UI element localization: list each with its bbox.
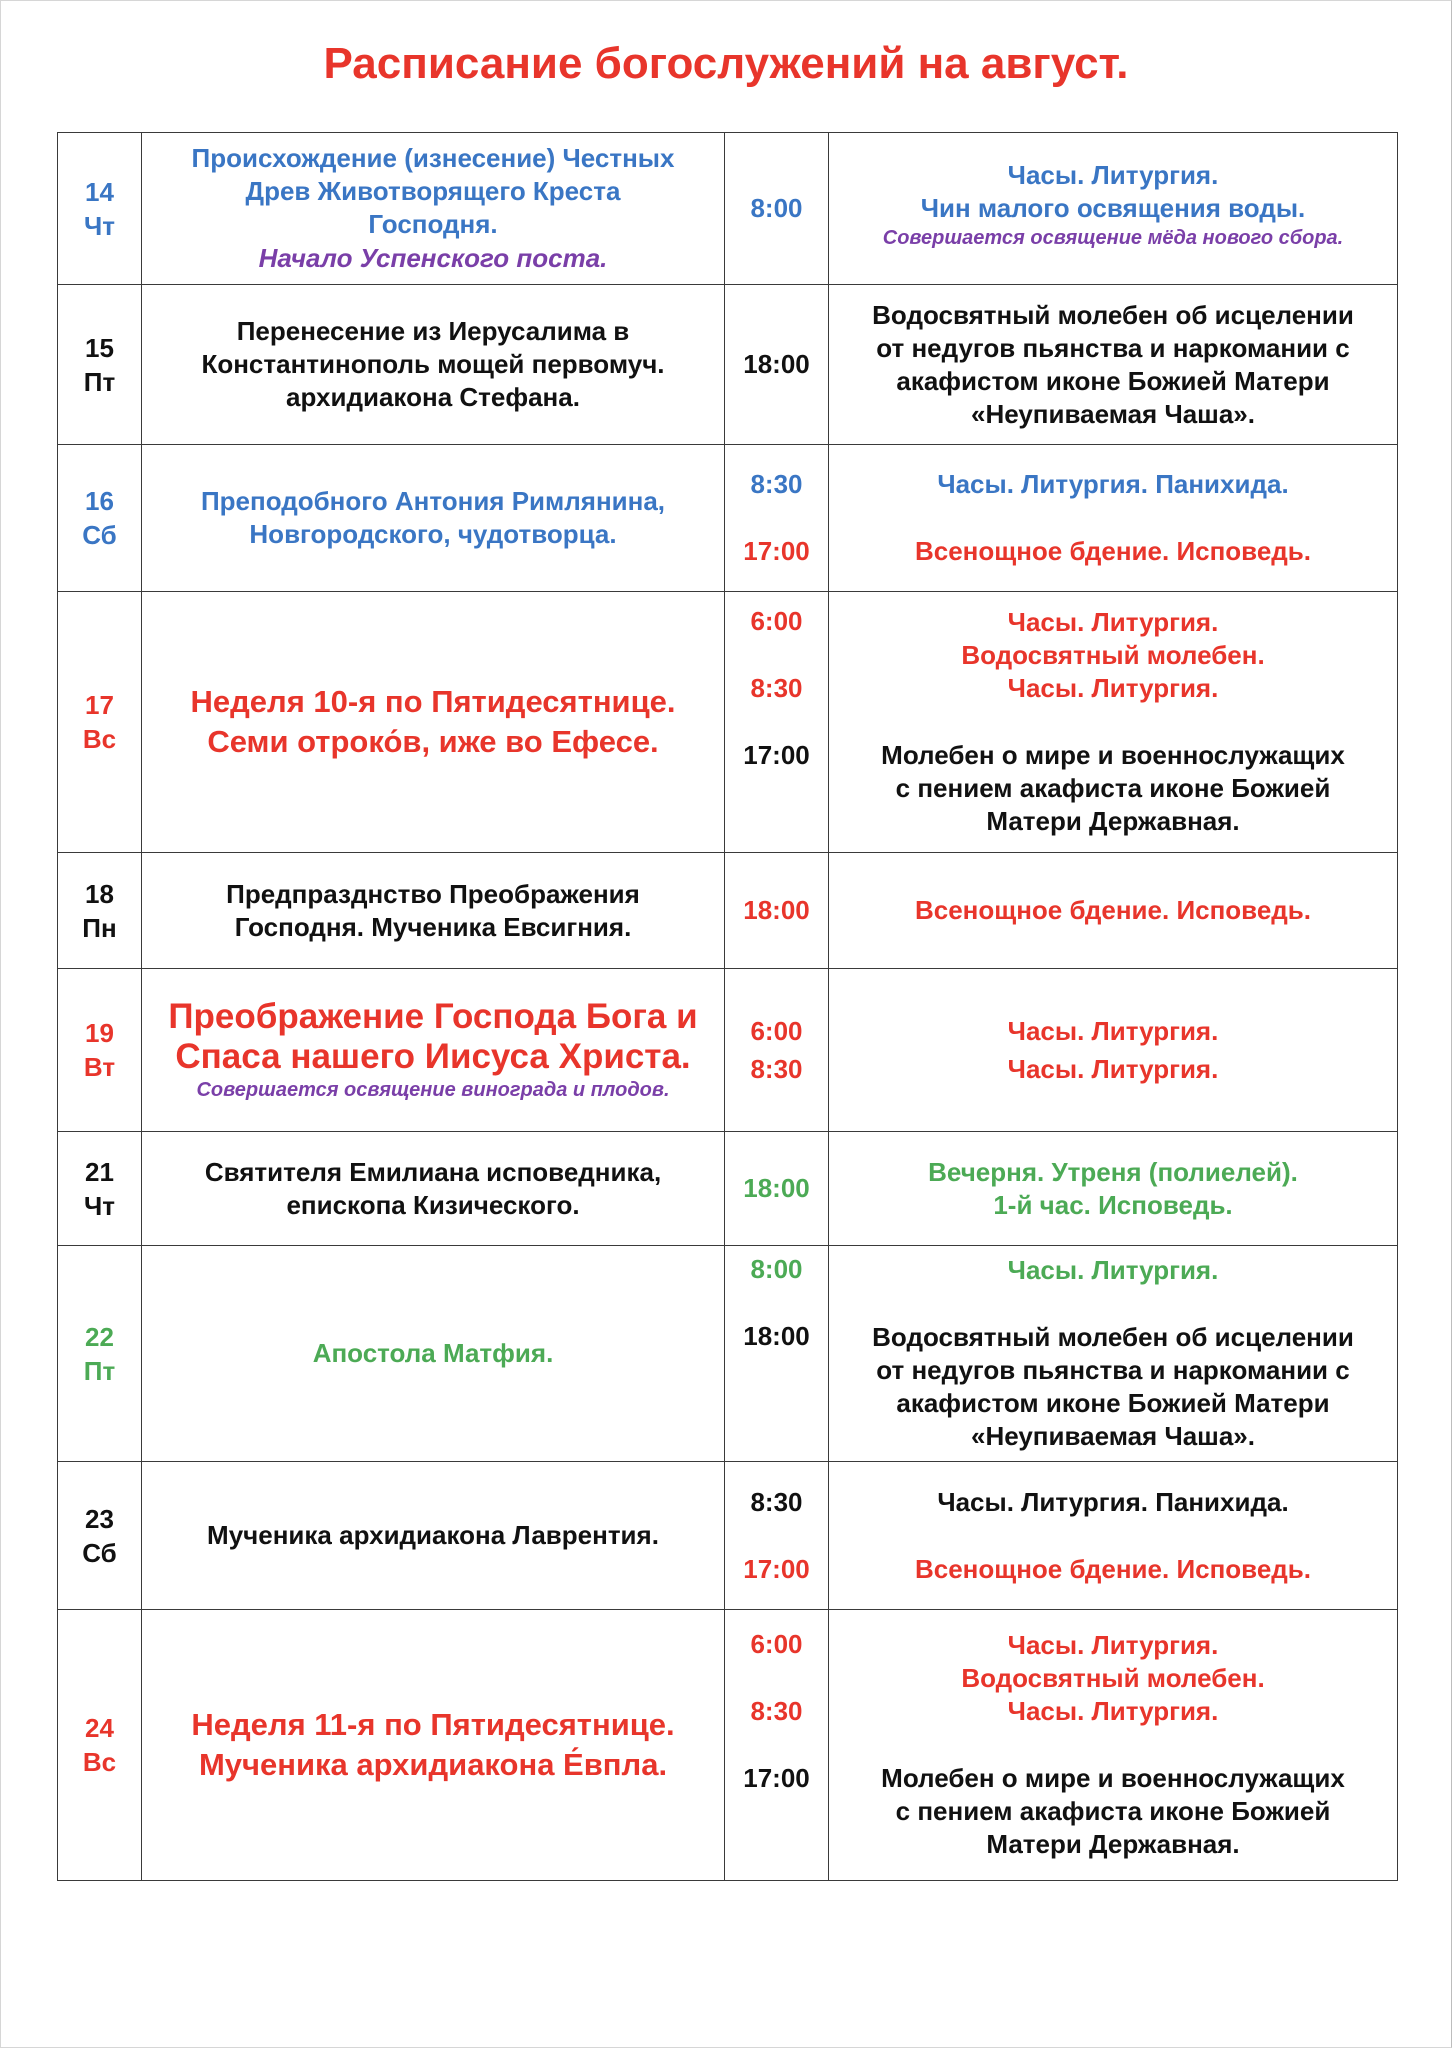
schedule-table (57, 132, 1398, 1881)
feast-cell (142, 853, 725, 969)
feast-cell (142, 1246, 725, 1462)
date-cell (58, 853, 142, 969)
feast-line: епископа Кизического. (286, 1189, 580, 1220)
feast-line: Господня. (368, 209, 498, 239)
date-cell (58, 969, 142, 1132)
time-cell (725, 592, 829, 853)
date-cell (58, 1462, 142, 1610)
day-number: 22 (85, 1321, 114, 1352)
feast-cell (142, 1462, 725, 1610)
day-number: 24 (85, 1713, 114, 1743)
feast-cell (142, 1610, 725, 1881)
service-note: Совершается освящение мёда нового сбора. (882, 227, 1344, 249)
time-cell (725, 1246, 829, 1462)
service-cell (829, 1462, 1398, 1610)
service-time: 8:00 (750, 1253, 803, 1284)
service-line: Часы. Литургия. (1007, 1054, 1219, 1084)
service-line: Вечерня. Утреня (полиелей). (928, 1156, 1298, 1187)
weekday: Пн (82, 912, 117, 943)
service-time: 18:00 (743, 1320, 810, 1351)
feast-cell (142, 133, 725, 285)
feast-cell (142, 1132, 725, 1246)
time-cell (725, 1610, 829, 1881)
weekday: Сб (82, 520, 117, 550)
service-time: 8:30 (750, 672, 803, 703)
time-cell (725, 133, 829, 285)
service-cell (829, 445, 1398, 592)
service-cell (829, 969, 1398, 1132)
feast-line: Апостола Матфия. (312, 1338, 554, 1368)
day-number: 21 (85, 1156, 114, 1187)
service-time: 6:00 (750, 605, 803, 636)
feast-line: Семи отроко́в, иже во Ефесе. (207, 724, 659, 759)
feast-line: Святителя Емилиана исповедника, (204, 1156, 662, 1187)
service-line: Матери Державная. (986, 1829, 1240, 1859)
service-line: «Неупиваемая Чаша». (970, 1421, 1255, 1451)
service-line: с пением акафиста иконе Божией (895, 1796, 1331, 1826)
time-cell (725, 1462, 829, 1610)
feast-note: Совершается освящение винограда и плодов. (196, 1079, 670, 1101)
feast-line: архидиакона Стефана. (286, 382, 580, 412)
feast-line: Преподобного Антония Римлянина, (200, 486, 666, 516)
feast-line: Происхождение (изнесение) Честных (191, 143, 675, 173)
service-line: Часы. Литургия. (1007, 1630, 1219, 1660)
service-line: Чин малого освящения воды. (920, 193, 1306, 223)
table-row (58, 592, 1398, 853)
service-line: акафистом иконе Божией Матери (896, 1388, 1330, 1418)
service-line: Часы. Литургия. (1007, 1255, 1219, 1285)
service-line: Матери Державная. (986, 806, 1240, 836)
table-row (58, 445, 1398, 592)
service-line: Часы. Литургия. (1007, 160, 1219, 190)
day-number: 18 (85, 878, 114, 909)
day-number: 16 (85, 486, 114, 516)
service-line: Часы. Литургия. (1007, 1016, 1219, 1046)
feast-line: Мученика архидиакона Лаврентия. (207, 1520, 659, 1550)
service-line: Всенощное бдение. Исповедь. (914, 895, 1311, 925)
weekday: Вс (82, 1747, 117, 1777)
time-cell (725, 1132, 829, 1246)
time-cell (725, 285, 829, 445)
service-line: Водосвятный молебен. (961, 1663, 1265, 1693)
service-line: с пением акафиста иконе Божией (895, 773, 1331, 803)
feast-line: Мученика архидиакона Е́впла. (198, 1747, 668, 1782)
day-number: 17 (85, 690, 114, 720)
table-row (58, 969, 1398, 1132)
service-time: 18:00 (743, 349, 810, 379)
feast-line: Предпразднство Преображения (226, 878, 640, 909)
service-line: Молебен о мире и военнослужащих (881, 1763, 1345, 1793)
table-row (58, 285, 1398, 445)
service-line: Часы. Литургия. (1007, 607, 1219, 637)
service-line: акафистом иконе Божией Матери (896, 365, 1330, 396)
service-cell (829, 133, 1398, 285)
date-cell (58, 592, 142, 853)
service-line: от недугов пьянства и наркомании с (876, 332, 1350, 363)
feast-line: Древ Животворящего Креста (245, 176, 621, 206)
table-row (58, 853, 1398, 969)
service-line: Водосвятный молебен. (961, 640, 1265, 670)
date-cell (58, 1246, 142, 1462)
table-row (58, 133, 1398, 285)
page-title: Расписание богослужений на август. (323, 39, 1129, 88)
weekday: Пт (83, 1355, 116, 1386)
service-line: Часы. Литургия. Панихида. (937, 469, 1289, 499)
service-cell (829, 853, 1398, 969)
date-cell (58, 1610, 142, 1881)
service-cell (829, 1246, 1398, 1462)
service-time: 17:00 (743, 536, 810, 566)
feast-line: Неделя 11-я по Пятидесятнице. (191, 1707, 675, 1742)
weekday: Вс (82, 724, 117, 754)
service-line: 1-й час. Исповедь. (993, 1189, 1233, 1220)
service-line: Часы. Литургия. (1007, 1696, 1219, 1726)
service-time: 18:00 (743, 895, 810, 925)
service-time: 17:00 (743, 1762, 810, 1793)
time-cell (725, 445, 829, 592)
table-row (58, 1610, 1398, 1881)
service-line: Часы. Литургия. Панихида. (937, 1486, 1289, 1517)
service-line: Всенощное бдение. Исповедь. (914, 1553, 1311, 1584)
service-time: 8:30 (750, 469, 803, 499)
service-time: 17:00 (743, 1553, 810, 1584)
weekday: Чт (83, 210, 115, 241)
date-cell (58, 445, 142, 592)
feast-cell (142, 969, 725, 1132)
time-cell (725, 853, 829, 969)
date-cell (58, 285, 142, 445)
feast-cell (142, 285, 725, 445)
table-row (58, 1132, 1398, 1246)
service-cell (829, 285, 1398, 445)
service-time: 8:30 (750, 1486, 803, 1517)
service-time: 6:00 (750, 1016, 803, 1046)
service-time: 17:00 (743, 739, 810, 770)
feast-line: Господня. Мученика Евсигния. (234, 911, 632, 942)
date-cell (58, 133, 142, 285)
service-line: Молебен о мире и военнослужащих (881, 740, 1345, 770)
service-line: Часы. Литургия. (1007, 673, 1219, 703)
service-time: 8:00 (750, 193, 803, 223)
service-line: Водосвятный молебен об исцелении (872, 1322, 1354, 1352)
feast-cell (142, 592, 725, 853)
service-line: «Неупиваемая Чаша». (970, 398, 1255, 429)
weekday: Вт (83, 1052, 116, 1082)
service-line: Водосвятный молебен об исцелении (872, 299, 1354, 330)
weekday: Пт (83, 366, 116, 397)
feast-line: Константинополь мощей первомуч. (201, 349, 665, 379)
service-cell (829, 1610, 1398, 1881)
feast-line: Неделя 10-я по Пятидесятнице. (190, 684, 676, 719)
time-cell (725, 969, 829, 1132)
service-time: 8:30 (750, 1695, 803, 1726)
table-row (58, 1462, 1398, 1610)
service-cell (829, 592, 1398, 853)
feast-cell (142, 445, 725, 592)
day-number: 15 (85, 332, 114, 363)
feast-line: Преображение Господа Бога и (168, 997, 698, 1036)
feast-line: Спаса нашего Иисуса Христа. (175, 1037, 691, 1076)
feast-line: Перенесение из Иерусалима в (236, 316, 630, 346)
day-number: 14 (85, 176, 114, 207)
service-time: 18:00 (743, 1173, 810, 1203)
weekday: Чт (83, 1190, 115, 1221)
table-row (58, 1246, 1398, 1462)
service-cell (829, 1132, 1398, 1246)
day-number: 23 (85, 1503, 114, 1534)
day-number: 19 (85, 1018, 114, 1048)
service-line: от недугов пьянства и наркомании с (876, 1355, 1350, 1385)
service-time: 6:00 (750, 1628, 803, 1659)
service-line: Всенощное бдение. Исповедь. (914, 536, 1311, 566)
service-time: 8:30 (750, 1054, 803, 1084)
feast-line: Новгородского, чудотворца. (249, 519, 617, 549)
feast-note: Начало Успенского поста. (258, 243, 608, 273)
date-cell (58, 1132, 142, 1246)
weekday: Сб (82, 1537, 117, 1568)
